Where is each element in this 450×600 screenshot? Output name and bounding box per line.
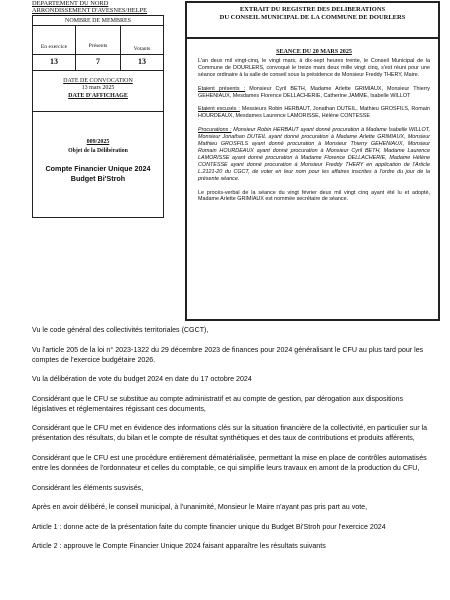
members-column-votants (121, 26, 163, 71)
affichage-label: DATE D'AFFICHAGE (68, 93, 128, 99)
body-paragraph: Considérant les éléments susvisés, (32, 483, 144, 492)
deliberation-title-line2: Budget Bi'Stroh (70, 174, 126, 183)
procurations-paragraph (198, 127, 430, 182)
members-label-en-exercice: En exercice (40, 44, 68, 50)
closing-paragraph: Le procès-verbal de la séance du vingt février deux mil vingt cinq ayant été lu et adopté, Madame Arlette GRIMIAUX est nommée secrétaire de séance. (198, 189, 430, 203)
extract-box (185, 1, 440, 321)
article-2: Article 2 : approuve le Compte Financier Unique 2024 faisant apparaître les résultats suivants (32, 542, 326, 551)
body-paragraph: Vu l'article 205 de la loi n° 2023-1322 du 29 décembre 2023 de finances pour 2024 généralisant le CFU au plus tard pour les comptes de l'exercice budgétaire 2026. (32, 345, 424, 364)
members-title: NOMBRE DE MEMBRES (33, 16, 163, 26)
convocation-label: DATE DE CONVOCATION (63, 78, 133, 84)
members-label-votants: Votants (133, 46, 151, 52)
presents-label: Etaient présents : (198, 85, 246, 92)
object-label: Objet de la Délibération (68, 148, 128, 154)
presents-paragraph (198, 86, 430, 100)
convocation-date: 13 mars 2025 (81, 85, 115, 91)
left-header-column (32, 0, 164, 218)
body-paragraph: Considérant que le CFU est une procédure entièrement dématérialisée, permettant la mise en place de contrôles automatisés entre les données de l'ordonnateur et celles du comptable, ce qui simplifie leurs travaux en amont de la production du CFU, (32, 453, 427, 472)
excuses-paragraph (198, 106, 430, 120)
excuses-text: Messieurs Robin HERBAUT, Jonathan DUTEIL, Mathieu GROSFILS, Romain HOURDEAUX, Mesdames Laurence LAMORISSE, Hélène CONTESSE (198, 106, 430, 120)
deliberation-number: 009/2025 (86, 139, 110, 145)
members-value-en-exercice: 13 (50, 57, 58, 66)
members-value-presents: 7 (96, 57, 100, 66)
intro-paragraph: L'an deux mil vingt-cinq, le vingt mars, à dix-sept heures trente, le Conseil Municipal de la Commune de DOURLERS, convoqué le treize mars deux mille vingt cinq, s'est réuni pour une séance ordinaire à la salle de conseil sous la présidence de Monsieur Freddy THERY, Maire. (198, 57, 430, 78)
convocation-block (33, 71, 163, 100)
divider (187, 37, 438, 39)
divider (33, 111, 163, 112)
extract-title-line2: DU CONSEIL MUNICIPAL DE LA COMMUNE DE DOURLERS (219, 14, 406, 21)
procurations-text: Monsieur Robin HERBAUT ayant donné procuration à Madame Isabelle WILLOT, Monsieur Jonathan DUTEIL ayant donné procuration à Madame Arlette GRIMIAUX, Monsieur Mathieu GROSFILS ayant donné procuration à Monsieur Thierry GEHENIAUX, Monsieur Romain HOURDEAUX ayant donné procuration à Monsieur Cyril BETH, Madame Laurence LAMORISSE ayant donné procuration à Madame Florence DELLACHERIE, Madame Hélène CONTESSE ayant donné procuration à Monsieur Freddy THERY en application de l'Article L.2121-20 du CGCT, de voter en leur nom pour les affaires inscrites à l'ordre du jour de la présente séance. (198, 127, 430, 182)
presents-text: Monsieur Cyril BETH, Madame Arlette GRIMIAUX, Monsieur Thierry GEHENIAUX, Mesdames Florence DELLACHERIE, Catherine JAMME, Isabelle WILLOT (198, 85, 431, 99)
deliberation-object-block (33, 138, 163, 184)
extract-title-line1: EXTRAIT DU REGISTRE DES DELIBERATIONS (239, 6, 386, 13)
members-column-presents (76, 26, 121, 71)
body-paragraph: Considérant que le CFU se substitue au compte administratif et au compte de gestion, par dérogation aux dispositions législatives et réglementaires régissant ces documents, (32, 394, 404, 413)
members-label-presents: Présents (88, 43, 108, 49)
department-label: DEPARTEMENT DU NORD (32, 0, 109, 7)
members-box (32, 15, 164, 218)
body-paragraph: Vu la délibération de vote du budget 2024 en date du 17 octobre 2024 (32, 375, 252, 384)
procurations-label: Procurations : (198, 127, 232, 134)
arrondissement-label: ARRONDISSEMENT D'AVESNES/HELPE (32, 7, 148, 14)
deliberation-body (32, 325, 430, 561)
excuses-label: Etaient excusés : (198, 106, 240, 113)
seance-heading: SEANCE DU 20 MARS 2025 (276, 49, 352, 55)
members-value-votants: 13 (138, 57, 146, 66)
body-paragraph: Après en avoir délibéré, le conseil municipal, à l'unanimité, Monsieur le Maire n'ayant pas pris part au vote, (32, 503, 368, 512)
members-table (33, 26, 163, 71)
body-paragraph: Vu le code général des collectivités territoriales (CGCT), (32, 326, 209, 334)
members-column-en-exercice (33, 26, 76, 71)
extract-body (198, 49, 430, 210)
article-1: Article 1 : donne acte de la présentation faite du compte financier unique du Budget Bi'Stroh pour l'exercice 2024 (32, 522, 386, 531)
extract-title (187, 6, 438, 22)
deliberation-title-line1: Compte Financier Unique 2024 (45, 164, 151, 173)
body-paragraph: Considérant que le CFU met en évidence des informations clés sur la situation financière de la collectivité, en particulier sur la présentation des résultats, du bilan et le compte de résultat synthétiques et des taux de contributions et produits afférents, (32, 424, 428, 443)
